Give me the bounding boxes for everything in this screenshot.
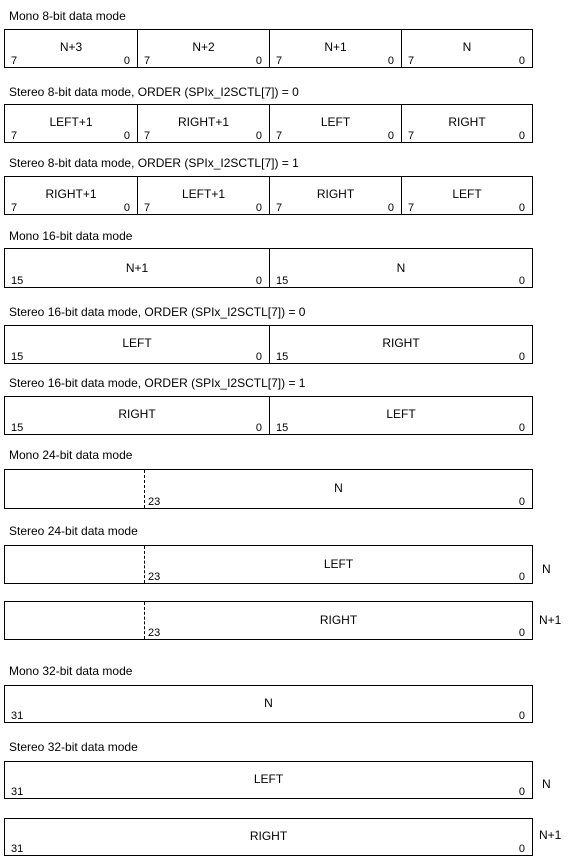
field-label: N (264, 696, 273, 710)
lsb-bit: 0 (518, 422, 525, 434)
field-label: N (334, 481, 343, 495)
msb-bit: 7 (276, 202, 283, 214)
lsb-bit: 0 (387, 202, 394, 214)
field-cell (401, 177, 532, 214)
field-cell (5, 819, 532, 855)
section-title: Stereo 8-bit data mode, ORDER (SPIx_I2SCTL[7]) = 0 (9, 85, 299, 99)
field-cell (144, 470, 532, 508)
lsb-bit: 0 (518, 786, 525, 798)
lsb-bit: 0 (518, 843, 525, 855)
msb-bit: 15 (276, 422, 289, 434)
field-cell (269, 30, 401, 67)
msb-bit: 15 (11, 351, 24, 363)
field-cell (401, 105, 532, 142)
lsb-bit: 0 (255, 55, 262, 67)
field-cell (5, 105, 137, 142)
field-label: LEFT (323, 557, 354, 571)
register-row (4, 176, 533, 215)
field-label: N (396, 261, 406, 275)
lsb-bit: 0 (255, 275, 262, 287)
register-row (4, 396, 533, 435)
lsb-bit: 0 (123, 130, 130, 142)
field-cell (5, 397, 269, 434)
field-label: LEFT (122, 336, 152, 350)
msb-bit: 31 (11, 786, 24, 798)
msb-bit: 15 (276, 275, 289, 287)
msb-bit: 7 (144, 55, 151, 67)
word-index-label: N (542, 777, 551, 791)
msb-bit: 7 (11, 55, 18, 67)
section-title: Mono 16-bit data mode (9, 229, 133, 243)
msb-bit: 15 (11, 422, 24, 434)
field-cell (5, 686, 532, 722)
lsb-bit: 0 (518, 130, 525, 142)
section-title: Mono 32-bit data mode (9, 664, 133, 678)
word-index-label: N+1 (539, 613, 562, 627)
field-label: RIGHT (448, 115, 486, 129)
lsb-bit: 0 (387, 55, 394, 67)
field-cell (269, 177, 401, 214)
msb-bit: 7 (276, 55, 283, 67)
field-label: RIGHT (319, 613, 358, 627)
field-label: N+1 (324, 40, 347, 54)
lsb-bit: 0 (255, 351, 262, 363)
register-row (4, 469, 533, 509)
field-label: RIGHT (316, 187, 355, 201)
register-row (4, 104, 533, 143)
register-row (4, 325, 533, 364)
field-label: RIGHT (118, 407, 156, 421)
msb-bit: 23 (148, 627, 161, 639)
msb-bit: 15 (11, 275, 24, 287)
msb-bit: 7 (144, 202, 151, 214)
field-label: RIGHT (382, 336, 420, 350)
field-label: RIGHT+1 (45, 187, 97, 201)
register-row (4, 545, 533, 584)
lsb-bit: 0 (518, 202, 525, 214)
field-cell (137, 105, 269, 142)
msb-bit: 7 (408, 55, 415, 67)
msb-bit: 7 (408, 130, 415, 142)
section-title: Stereo 16-bit data mode, ORDER (SPIx_I2SCTL[7]) = 1 (9, 376, 306, 390)
field-label: N+2 (192, 40, 215, 54)
lsb-bit: 0 (123, 55, 130, 67)
field-label: LEFT+1 (181, 187, 226, 201)
lsb-bit: 0 (518, 275, 525, 287)
field-cell (269, 249, 532, 287)
register-row (4, 29, 533, 68)
field-cell (144, 602, 532, 639)
word-index-label: N (542, 562, 551, 576)
field-cell (144, 546, 532, 583)
lsb-bit: 0 (518, 351, 525, 363)
msb-bit: 7 (11, 202, 18, 214)
section-title: Mono 8-bit data mode (9, 9, 126, 23)
field-label: LEFT (452, 187, 482, 201)
field-label: LEFT+1 (49, 115, 93, 129)
msb-bit: 7 (276, 130, 283, 142)
field-label: RIGHT (249, 829, 288, 843)
field-label: N+3 (59, 40, 83, 54)
lsb-bit: 0 (518, 496, 525, 508)
register-row (4, 761, 533, 799)
field-cell (5, 762, 532, 798)
lsb-bit: 0 (518, 627, 525, 639)
field-cell (5, 30, 137, 67)
lsb-bit: 0 (518, 571, 525, 583)
lsb-bit: 0 (255, 422, 262, 434)
msb-bit: 23 (148, 571, 161, 583)
lsb-bit: 0 (255, 130, 262, 142)
field-cell (5, 177, 137, 214)
field-cell (5, 249, 269, 287)
section-title: Stereo 16-bit data mode, ORDER (SPIx_I2SCTL[7]) = 0 (9, 305, 306, 319)
field-label: RIGHT+1 (177, 115, 229, 129)
lsb-bit: 0 (518, 710, 525, 722)
lsb-bit: 0 (123, 202, 130, 214)
section-title: Mono 24-bit data mode (9, 448, 133, 462)
lsb-bit: 0 (387, 130, 394, 142)
msb-bit: 7 (144, 130, 151, 142)
field-cell (5, 326, 269, 363)
field-cell (269, 397, 532, 434)
field-cell (269, 326, 532, 363)
lsb-bit: 0 (518, 55, 525, 67)
field-label: LEFT (386, 407, 416, 421)
field-cell (137, 177, 269, 214)
lsb-bit: 0 (255, 202, 262, 214)
section-title: Stereo 32-bit data mode (9, 740, 138, 754)
msb-bit: 7 (408, 202, 415, 214)
field-cell (269, 105, 401, 142)
msb-bit: 23 (148, 496, 161, 508)
msb-bit: 15 (276, 351, 289, 363)
field-cell (137, 30, 269, 67)
field-cell (401, 30, 532, 67)
register-row (4, 818, 533, 856)
word-index-label: N+1 (539, 828, 562, 842)
msb-bit: 31 (11, 710, 24, 722)
field-label: LEFT (253, 772, 284, 786)
field-label: LEFT (320, 115, 351, 129)
section-title: Stereo 24-bit data mode (9, 524, 138, 538)
msb-bit: 7 (11, 130, 18, 142)
register-row (4, 248, 533, 288)
field-label: N (462, 40, 472, 54)
register-row (4, 685, 533, 723)
msb-bit: 31 (11, 843, 24, 855)
field-label: N+1 (125, 261, 149, 275)
section-title: Stereo 8-bit data mode, ORDER (SPIx_I2SCTL[7]) = 1 (9, 156, 299, 170)
register-row (4, 601, 533, 640)
